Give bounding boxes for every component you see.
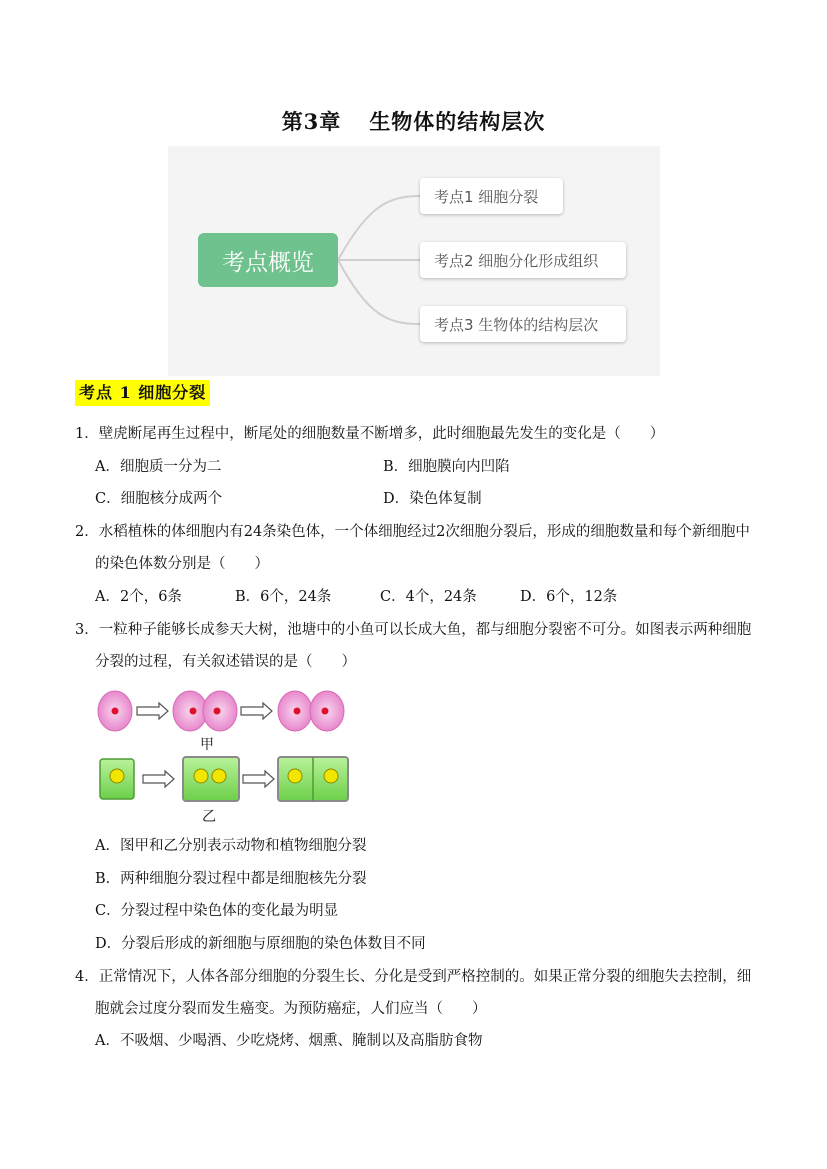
chapter-number: 第3章 (281, 109, 342, 134)
q3-option-c: C．分裂过程中染色体的变化最为明显 (95, 903, 339, 919)
plant-cell-3 (278, 757, 348, 801)
q1-option-b: B．细胞膜向内凹陷 (383, 459, 510, 475)
q2-option-d: D．6个，12条 (520, 589, 618, 605)
q2-stem-line1: 2．水稻植株的体细胞内有24条染色体，一个体细胞经过2次细胞分裂后，形成的细胞数量和每个新细胞中 (75, 524, 750, 540)
q1-option-c: C．细胞核分成两个 (95, 491, 223, 507)
animal-cell-1 (98, 691, 132, 731)
q3-option-a: A．图甲和乙分别表示动物和植物细胞分裂 (95, 838, 367, 854)
q3-option-d: D．分裂后形成的新细胞与原细胞的染色体数目不同 (95, 936, 426, 952)
q3-stem-line2: 分裂的过程，有关叙述错误的是（ ） (95, 654, 356, 670)
chapter-name: 生物体的结构层次 (369, 109, 546, 134)
animal-cell-2 (173, 691, 237, 731)
arrow-icon (243, 771, 274, 787)
q4-option-a: A．不吸烟、少喝酒、少吃烧烤、烟熏、腌制以及高脂肪食物 (95, 1033, 483, 1049)
q2-option-c: C．4个，24条 (380, 589, 477, 605)
arrow-icon (143, 771, 174, 787)
chapter-title (0, 106, 827, 136)
q3-option-b: B．两种细胞分裂过程中都是细胞核先分裂 (95, 871, 367, 887)
figure-label-jia: 甲 (200, 737, 214, 753)
q2-stem-line2: 的染色体数分别是（ ） (95, 556, 269, 572)
q1-stem: 1．壁虎断尾再生过程中，断尾处的细胞数量不断增多，此时细胞最先发生的变化是（ ） (75, 426, 665, 442)
mindmap-center: 考点概览 (198, 233, 338, 287)
q4-stem-line1: 4．正常情况下，人体各部分细胞的分裂生长、分化是受到严格控制的。如果正常分裂的细胞失去控制，细 (75, 969, 752, 985)
q4-stem-line2: 胞就会过度分裂而发生癌变。为预防癌症，人们应当（ ） (95, 1001, 487, 1017)
cell-division-figure (95, 686, 365, 826)
cell-division-diagram (95, 686, 365, 826)
section-heading: 考点 1 细胞分裂 (75, 380, 210, 406)
mindmap-node-1: 考点1 细胞分裂 (420, 178, 563, 214)
q2-option-a: A．2个，6条 (95, 589, 182, 605)
arrow-icon (137, 703, 168, 719)
plant-cell-2 (183, 757, 239, 801)
overview-mindmap (168, 146, 660, 376)
q1-option-a: A．细胞质一分为二 (95, 459, 222, 475)
animal-cell-3 (278, 691, 344, 731)
q1-option-d: D．染色体复制 (383, 491, 482, 507)
figure-label-yi: 乙 (202, 809, 216, 825)
mindmap-node-2: 考点2 细胞分化形成组织 (420, 242, 626, 278)
arrow-icon (241, 703, 272, 719)
q2-option-b: B．6个，24条 (235, 589, 332, 605)
q3-stem-line1: 3．一粒种子能够长成参天大树，池塘中的小鱼可以长成大鱼，都与细胞分裂密不可分。如图表示两种细胞 (75, 622, 752, 638)
mindmap-node-3: 考点3 生物体的结构层次 (420, 306, 626, 342)
plant-cell-1 (100, 759, 134, 799)
